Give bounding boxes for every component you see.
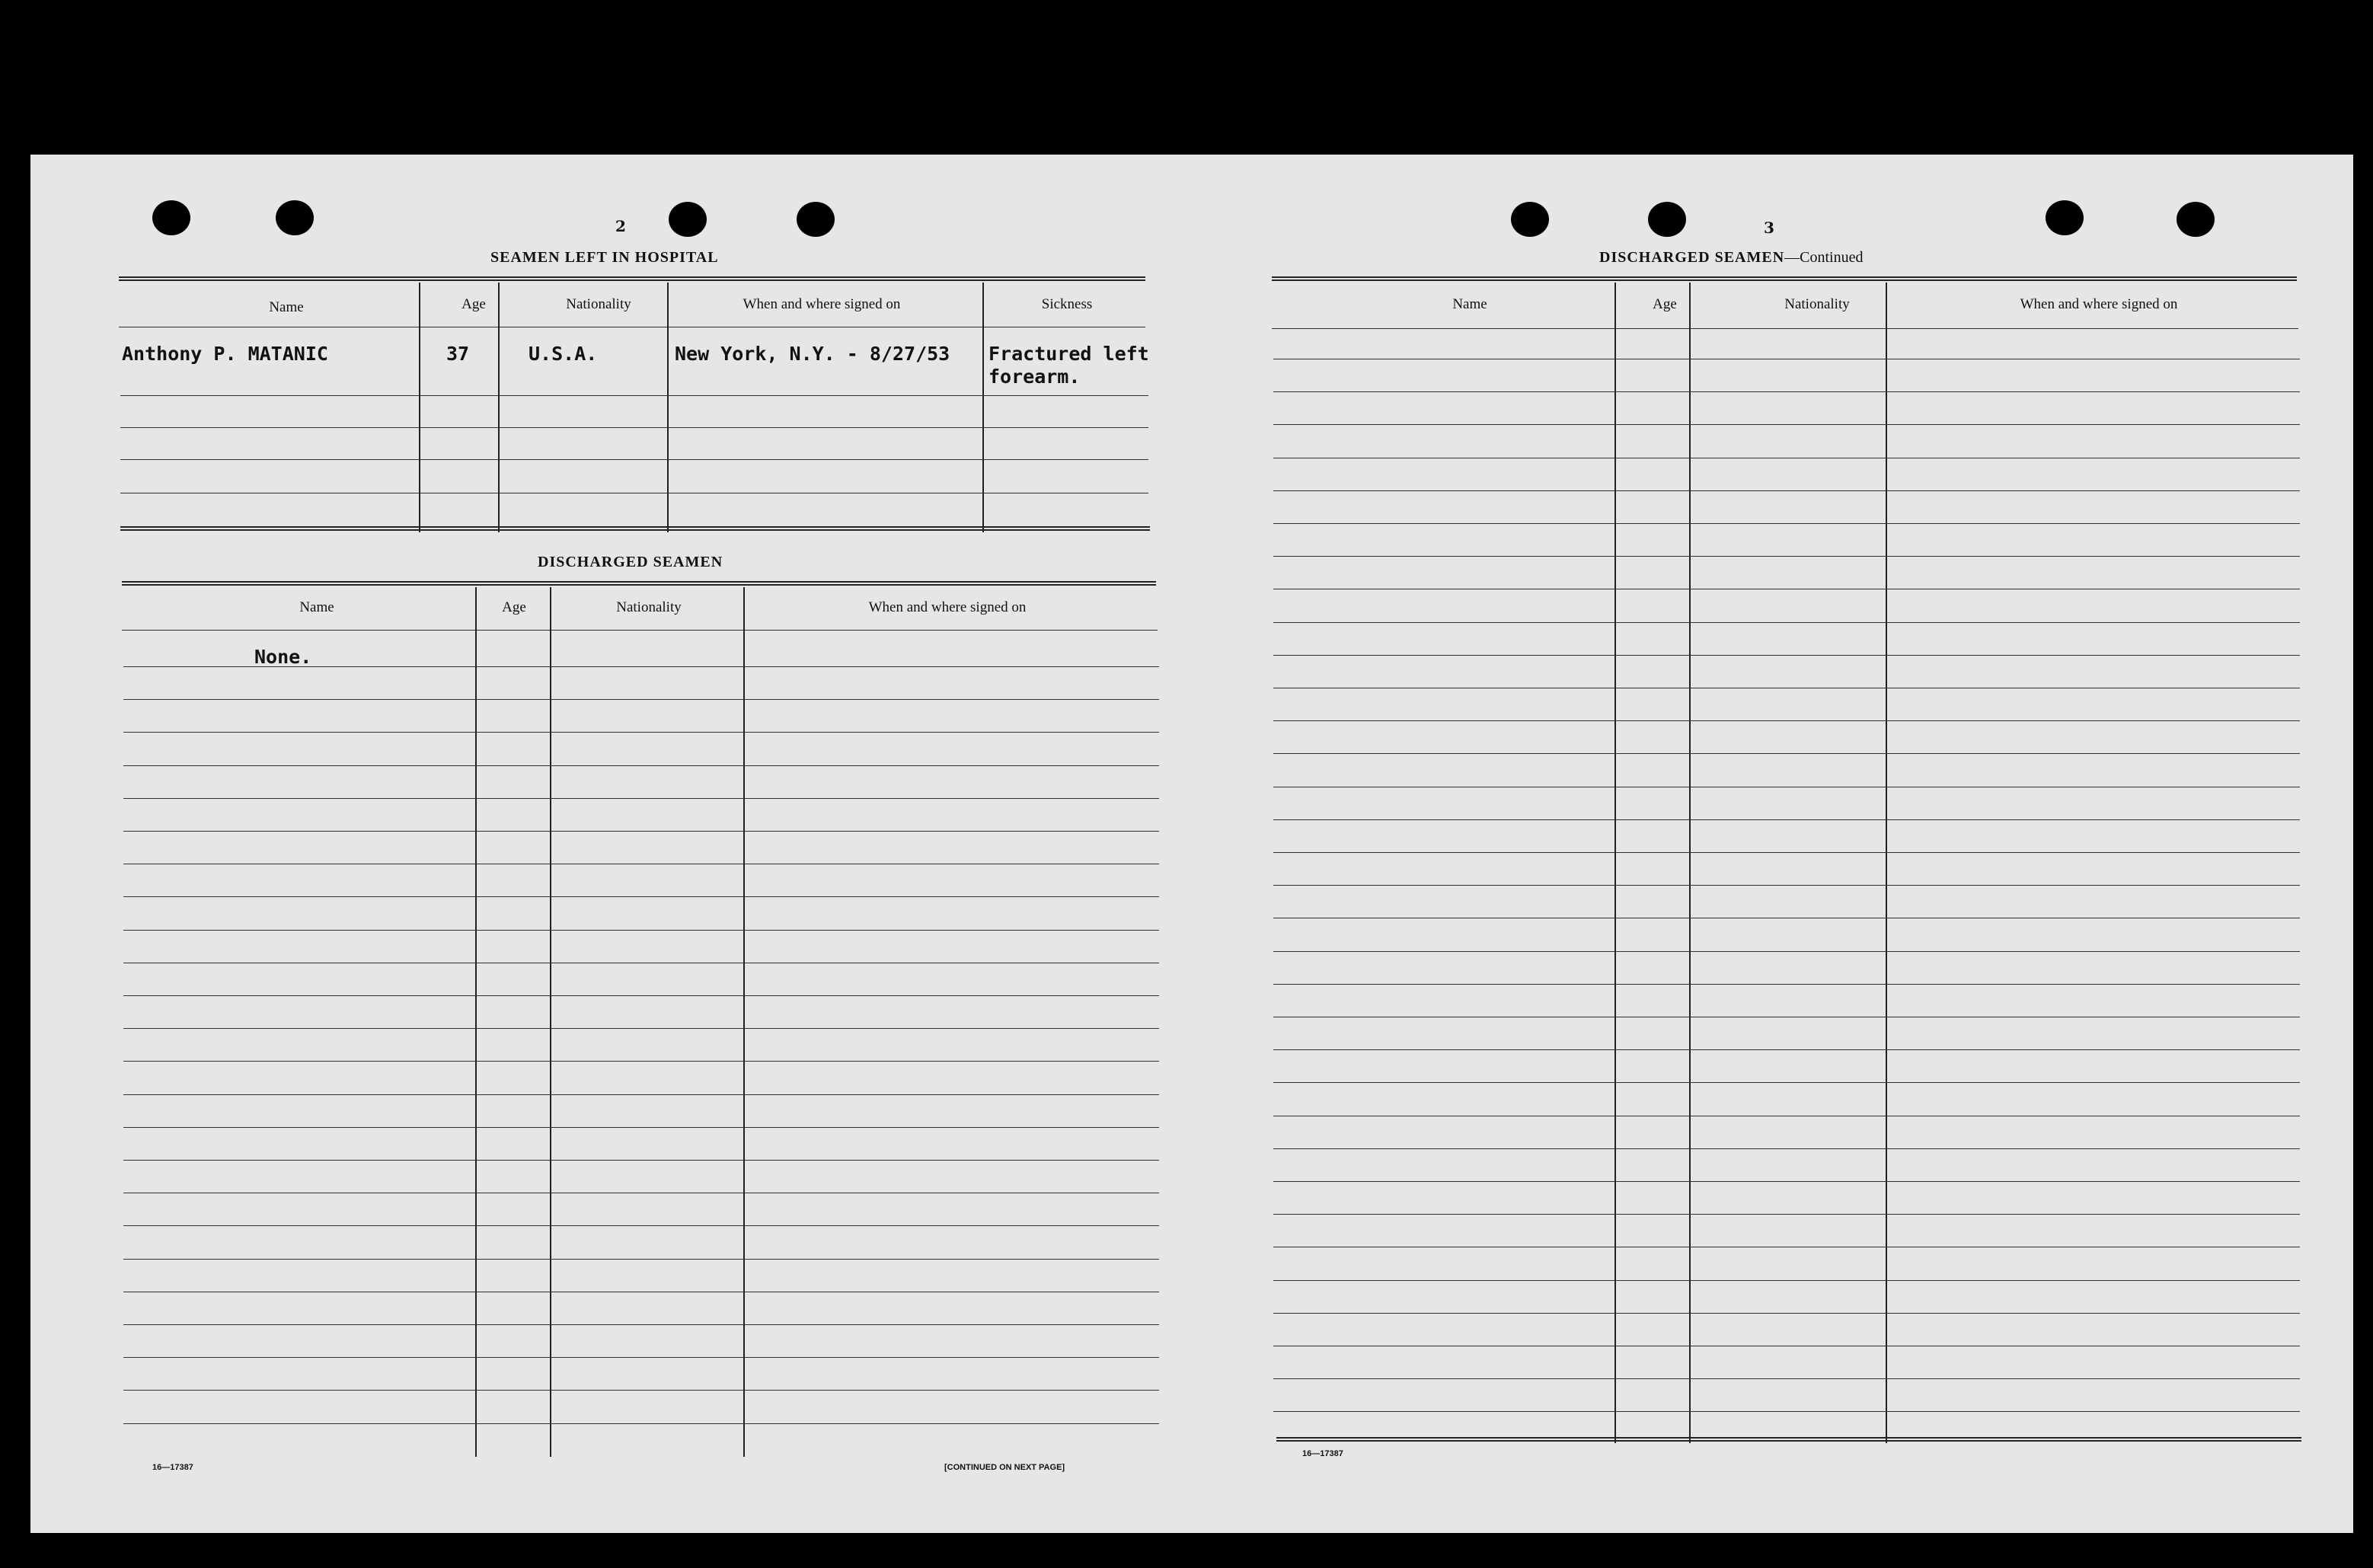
rule (1276, 1437, 2301, 1442)
row-rule (123, 1390, 1159, 1391)
hospital-name: Anthony P. MATANIC (122, 343, 328, 365)
punch-hole (797, 202, 835, 237)
hospital-nationality: U.S.A. (529, 343, 598, 365)
rule (1272, 276, 2297, 281)
row-rule (123, 930, 1159, 931)
discharged-entry: None. (254, 646, 312, 668)
row-rule (1273, 1280, 2300, 1281)
row-rule (123, 995, 1159, 996)
hospital-sickness: Fractured left (988, 343, 1149, 365)
col-divider (1886, 283, 1887, 1443)
col-header-age: Age (1653, 296, 1677, 312)
col-header-signed-on: When and where signed on (743, 296, 901, 312)
col-header-sickness: Sickness (1041, 296, 1093, 312)
row-rule (123, 1423, 1159, 1424)
col-header-name: Name (299, 599, 334, 615)
hospital-sickness: forearm. (988, 366, 1081, 388)
row-rule (123, 1160, 1159, 1161)
row-rule (120, 395, 1148, 396)
row-rule (123, 732, 1159, 733)
col-header-age: Age (502, 599, 526, 615)
col-divider (1689, 283, 1691, 1443)
punch-hole (276, 200, 314, 235)
row-rule (1273, 1411, 2300, 1412)
form-number: 16—17387 (1302, 1449, 1343, 1458)
hospital-age: 37 (446, 343, 470, 365)
row-rule (123, 831, 1159, 832)
row-rule (1273, 1082, 2300, 1083)
row-rule (1273, 655, 2300, 656)
row-rule (1273, 1313, 2300, 1314)
row-rule (1273, 885, 2300, 886)
col-header-name: Name (269, 299, 304, 315)
punch-hole (1648, 202, 1686, 237)
rule (120, 526, 1150, 531)
continued-note: [CONTINUED ON NEXT PAGE] (944, 1463, 1065, 1472)
col-divider (419, 283, 420, 532)
col-header-signed-on: When and where signed on (868, 599, 1027, 615)
row-rule (1273, 984, 2300, 985)
rule (1272, 328, 2298, 329)
discharged-section-title: DISCHARGED SEAMEN (538, 554, 723, 570)
document-sheet (30, 155, 2353, 1533)
col-header-nationality: Nationality (616, 599, 682, 615)
rule (122, 630, 1158, 631)
row-rule (1273, 1378, 2300, 1379)
row-rule (123, 1127, 1159, 1128)
col-header-nationality: Nationality (566, 296, 631, 312)
punch-hole (2177, 202, 2215, 237)
row-rule (1273, 556, 2300, 557)
row-rule (123, 1028, 1159, 1029)
row-rule (1273, 1049, 2300, 1050)
row-rule (1273, 391, 2300, 392)
punch-hole (152, 200, 190, 235)
punch-hole (669, 202, 707, 237)
hospital-signed-on: New York, N.Y. - 8/27/53 (675, 343, 950, 365)
row-rule (1273, 720, 2300, 721)
row-rule (1273, 622, 2300, 623)
discharged-continued-title (1599, 249, 1864, 267)
row-rule (1273, 852, 2300, 853)
row-rule (123, 896, 1159, 897)
row-rule (1273, 490, 2300, 491)
col-divider (475, 587, 477, 1457)
punch-hole (2046, 200, 2084, 235)
col-divider (1614, 283, 1616, 1443)
page-number: 2 (615, 217, 626, 235)
row-rule (123, 765, 1159, 766)
row-rule (120, 459, 1148, 460)
title-text: DISCHARGED SEAMEN (1599, 249, 1785, 266)
col-header-nationality: Nationality (1784, 296, 1850, 312)
col-header-signed-on: When and where signed on (2020, 296, 2178, 312)
col-header-name: Name (1452, 296, 1487, 312)
hospital-section-title: SEAMEN LEFT IN HOSPITAL (490, 249, 719, 266)
page-number: 3 (1764, 219, 1774, 237)
row-rule (1273, 1214, 2300, 1215)
col-divider (498, 283, 500, 532)
row-rule (1273, 1148, 2300, 1149)
col-divider (982, 283, 984, 532)
row-rule (1273, 951, 2300, 952)
row-rule (123, 1061, 1159, 1062)
row-rule (123, 699, 1159, 700)
row-rule (123, 1357, 1159, 1358)
col-divider (667, 283, 669, 532)
punch-hole (1511, 202, 1549, 237)
title-suffix: —Continued (1784, 249, 1864, 266)
col-divider (743, 587, 745, 1457)
col-divider (550, 587, 551, 1457)
row-rule (1273, 819, 2300, 820)
row-rule (123, 1259, 1159, 1260)
row-rule (123, 666, 1159, 667)
rule (119, 276, 1145, 281)
row-rule (123, 1225, 1159, 1226)
row-rule (1273, 753, 2300, 754)
row-rule (123, 798, 1159, 799)
form-number: 16—17387 (152, 1463, 193, 1472)
row-rule (1273, 1181, 2300, 1182)
row-rule (123, 1324, 1159, 1325)
row-rule (120, 427, 1148, 428)
row-rule (1273, 424, 2300, 425)
col-header-age: Age (462, 296, 486, 312)
row-rule (123, 1094, 1159, 1095)
rule (122, 581, 1156, 586)
row-rule (1273, 523, 2300, 524)
